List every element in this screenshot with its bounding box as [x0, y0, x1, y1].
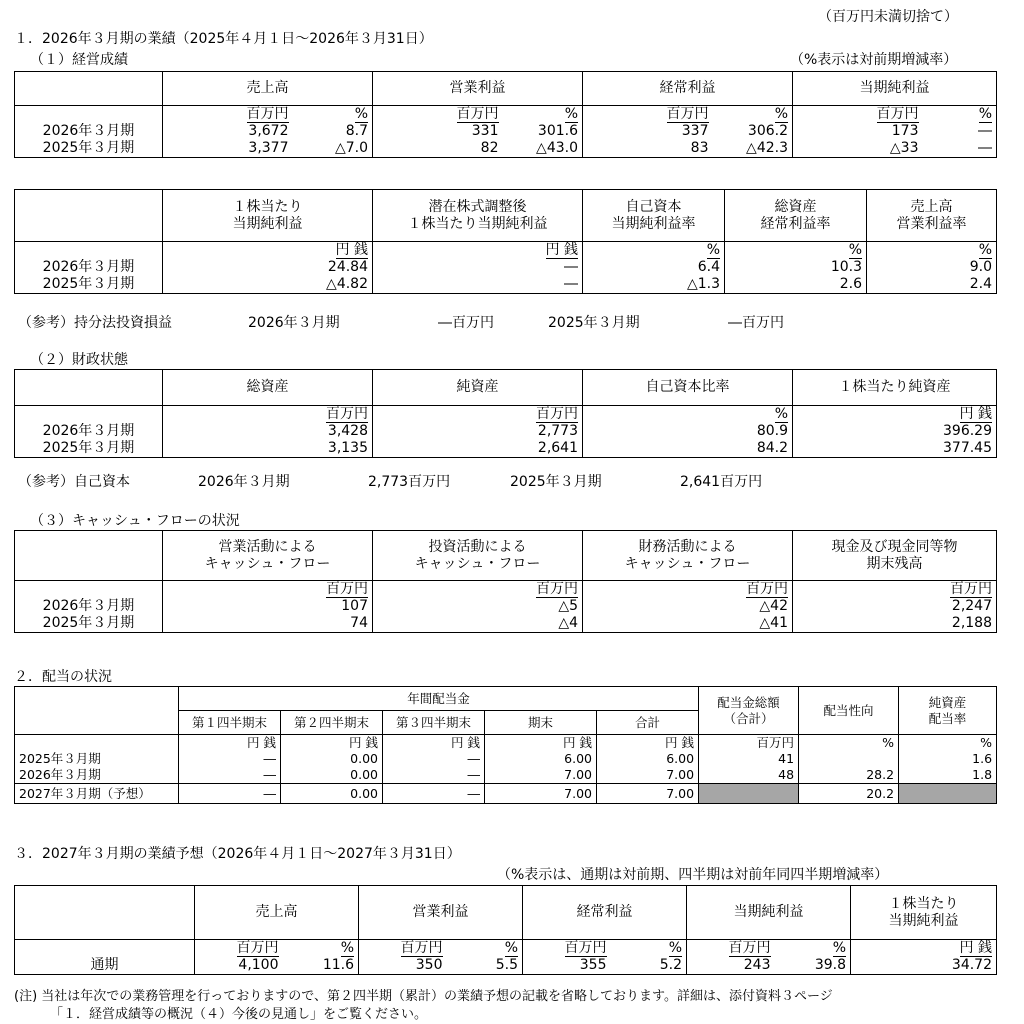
- unit-label: 百万円: [728, 940, 771, 956]
- unit-label: 百万円: [236, 940, 279, 956]
- unit-label: 百万円: [536, 406, 578, 422]
- unit-label: 円 銭: [179, 735, 281, 752]
- unit-label: 百万円: [950, 581, 992, 597]
- dividend-table: [14, 686, 997, 804]
- col-q2: 第２四半期末: [281, 711, 383, 735]
- cash-flow-heading: （３）キャッシュ・フローの状況: [30, 513, 240, 529]
- col-investing-cf: 投資活動による キャッシュ・フロー: [373, 531, 583, 581]
- col-operating-margin: 売上高 営業利益率: [867, 190, 997, 242]
- section2-title: ２．配当の状況: [14, 669, 112, 685]
- col-payout-ratio: 配当性向: [799, 687, 899, 735]
- unit-label: %: [978, 106, 992, 122]
- table-row: 2025年３月期 ― 0.00 ― 6.00 6.00 41 1.6: [15, 751, 997, 767]
- section1-title: １．2026年３月期の業績（2025年４月１日～2026年３月31日）: [14, 31, 433, 47]
- unit-label: 百万円: [536, 581, 578, 597]
- shaded-cell: [699, 784, 799, 804]
- financial-position-heading: （２）財政状態: [30, 352, 128, 368]
- col-operating-cf: 営業活動による キャッシュ・フロー: [163, 531, 373, 581]
- unit-label: %: [774, 106, 788, 122]
- table-row: 通期 4,100 11.6 350 5.5 355 5.2 243 39.8 34.72: [15, 957, 997, 975]
- reference-equity: （参考）自己資本 2026年３月期 2,773百万円 2025年３月期 2,641百万円: [18, 474, 763, 490]
- unit-label: 百万円: [876, 106, 919, 122]
- footnote-line2: 「１．経営成績等の概況（４）今後の見通し」をご覧ください。: [50, 1007, 428, 1022]
- unit-label: 百万円: [246, 106, 289, 122]
- col-sales: 売上高: [163, 72, 373, 106]
- unit-label: 円 銭: [959, 940, 992, 956]
- table-row: 2025年３月期 △4.82 ― △1.3 2.6 2.4: [15, 276, 997, 294]
- unit-label: 円 銭: [545, 242, 578, 258]
- table-row: 2025年３月期 3,377 △7.0 82 △43.0 83 △42.3 △33 ―: [15, 140, 997, 158]
- unit-label: 円 銭: [597, 735, 699, 752]
- unit-label: 百万円: [699, 735, 799, 752]
- per-share-table: [14, 189, 997, 294]
- unit-note: （百万円未満切捨て）: [818, 9, 958, 25]
- reference-equity-method: （参考）持分法投資損益 2026年３月期 ―百万円 2025年３月期 ―百万円: [18, 315, 784, 331]
- unit-label: %: [340, 940, 354, 956]
- unit-label: 円 銭: [383, 735, 485, 752]
- table-row: 2025年３月期 74 △4 △41 2,188: [15, 615, 997, 633]
- unit-label: 百万円: [564, 940, 607, 956]
- annual-dividend-header: 年間配当金: [179, 687, 699, 711]
- col-doe: 純資産 配当率: [899, 687, 997, 735]
- table-row: 2027年３月期（予想） ― 0.00 ― 7.00 7.00 20.2: [15, 784, 997, 804]
- percent-note: （%表示は対前期増減率）: [790, 52, 958, 68]
- col-cash-balance: 現金及び現金同等物 期末残高: [793, 531, 997, 581]
- unit-label: %: [564, 106, 578, 122]
- unit-label: %: [504, 940, 518, 956]
- col-ordinary-income: 経常利益: [583, 72, 793, 106]
- unit-label: 百万円: [666, 106, 709, 122]
- col-net-assets: 純資産: [373, 370, 583, 406]
- table-row: 2026年３月期 107 △5 △42 2,247: [15, 598, 997, 615]
- operating-results-heading: （１）経営成績: [30, 52, 128, 68]
- unit-label: %: [354, 106, 368, 122]
- col-sales: 売上高: [195, 886, 359, 940]
- col-total-dividend: 配当金総額 （合計）: [699, 687, 799, 735]
- col-equity-ratio: 自己資本比率: [583, 370, 793, 406]
- col-bps: １株当たり純資産: [793, 370, 997, 406]
- unit-label: %: [774, 406, 788, 422]
- col-total: 合計: [597, 711, 699, 735]
- cash-flow-table: [14, 530, 997, 633]
- unit-label: 円 銭: [485, 735, 597, 752]
- unit-label: 円 銭: [959, 406, 992, 422]
- operating-results-table: [14, 71, 997, 158]
- unit-label: %: [832, 940, 846, 956]
- table-row: 2026年３月期 ― 0.00 ― 7.00 7.00 48 28.2 1.8: [15, 767, 997, 784]
- unit-label: %: [978, 242, 992, 258]
- col-q3: 第３四半期末: [383, 711, 485, 735]
- footnote-line1: (注) 当社は年次での業務管理を行っておりますので、第２四半期（累計）の業績予想の記載を省略しております。詳細は、添付資料３ページ: [14, 989, 833, 1004]
- col-roa: 総資産 経常利益率: [725, 190, 867, 242]
- col-eps: １株当たり 当期純利益: [163, 190, 373, 242]
- table-row: 2026年３月期 3,428 2,773 80.9 396.29: [15, 423, 997, 440]
- unit-label: %: [668, 940, 682, 956]
- unit-label: 百万円: [746, 581, 788, 597]
- col-operating-income: 営業利益: [359, 886, 523, 940]
- col-eps: １株当たり 当期純利益: [851, 886, 997, 940]
- col-total-assets: 総資産: [163, 370, 373, 406]
- financial-position-table: [14, 369, 997, 458]
- col-ordinary-income: 経常利益: [523, 886, 687, 940]
- unit-label: 百万円: [400, 940, 443, 956]
- col-roe: 自己資本 当期純利益率: [583, 190, 725, 242]
- unit-label: 円 銭: [335, 242, 368, 258]
- unit-label: %: [706, 242, 720, 258]
- col-year-end: 期末: [485, 711, 597, 735]
- col-diluted-eps: 潜在株式調整後 １株当たり当期純利益: [373, 190, 583, 242]
- unit-label: %: [848, 242, 862, 258]
- section3-title: ３．2027年３月期の業績予想（2026年４月１日～2027年３月31日）: [14, 846, 461, 862]
- table-row: 2026年３月期 3,672 8.7 331 301.6 337 306.2 173 ―: [15, 123, 997, 140]
- forecast-table: [14, 885, 997, 975]
- unit-label: %: [799, 735, 899, 752]
- col-operating-income: 営業利益: [373, 72, 583, 106]
- table-row: 2026年３月期 24.84 ― 6.4 10.3 9.0: [15, 259, 997, 276]
- unit-label: 百万円: [456, 106, 499, 122]
- unit-label: %: [899, 735, 997, 752]
- table-row: 2025年３月期 3,135 2,641 84.2 377.45: [15, 440, 997, 458]
- unit-label: 円 銭: [281, 735, 383, 752]
- unit-label: 百万円: [326, 406, 368, 422]
- shaded-cell: [899, 784, 997, 804]
- col-q1: 第１四半期末: [179, 711, 281, 735]
- unit-label: 百万円: [326, 581, 368, 597]
- forecast-percent-note: （%表示は、通期は対前期、四半期は対前年同四半期増減率）: [497, 867, 889, 883]
- col-financing-cf: 財務活動による キャッシュ・フロー: [583, 531, 793, 581]
- col-net-income: 当期純利益: [687, 886, 851, 940]
- col-net-income: 当期純利益: [793, 72, 997, 106]
